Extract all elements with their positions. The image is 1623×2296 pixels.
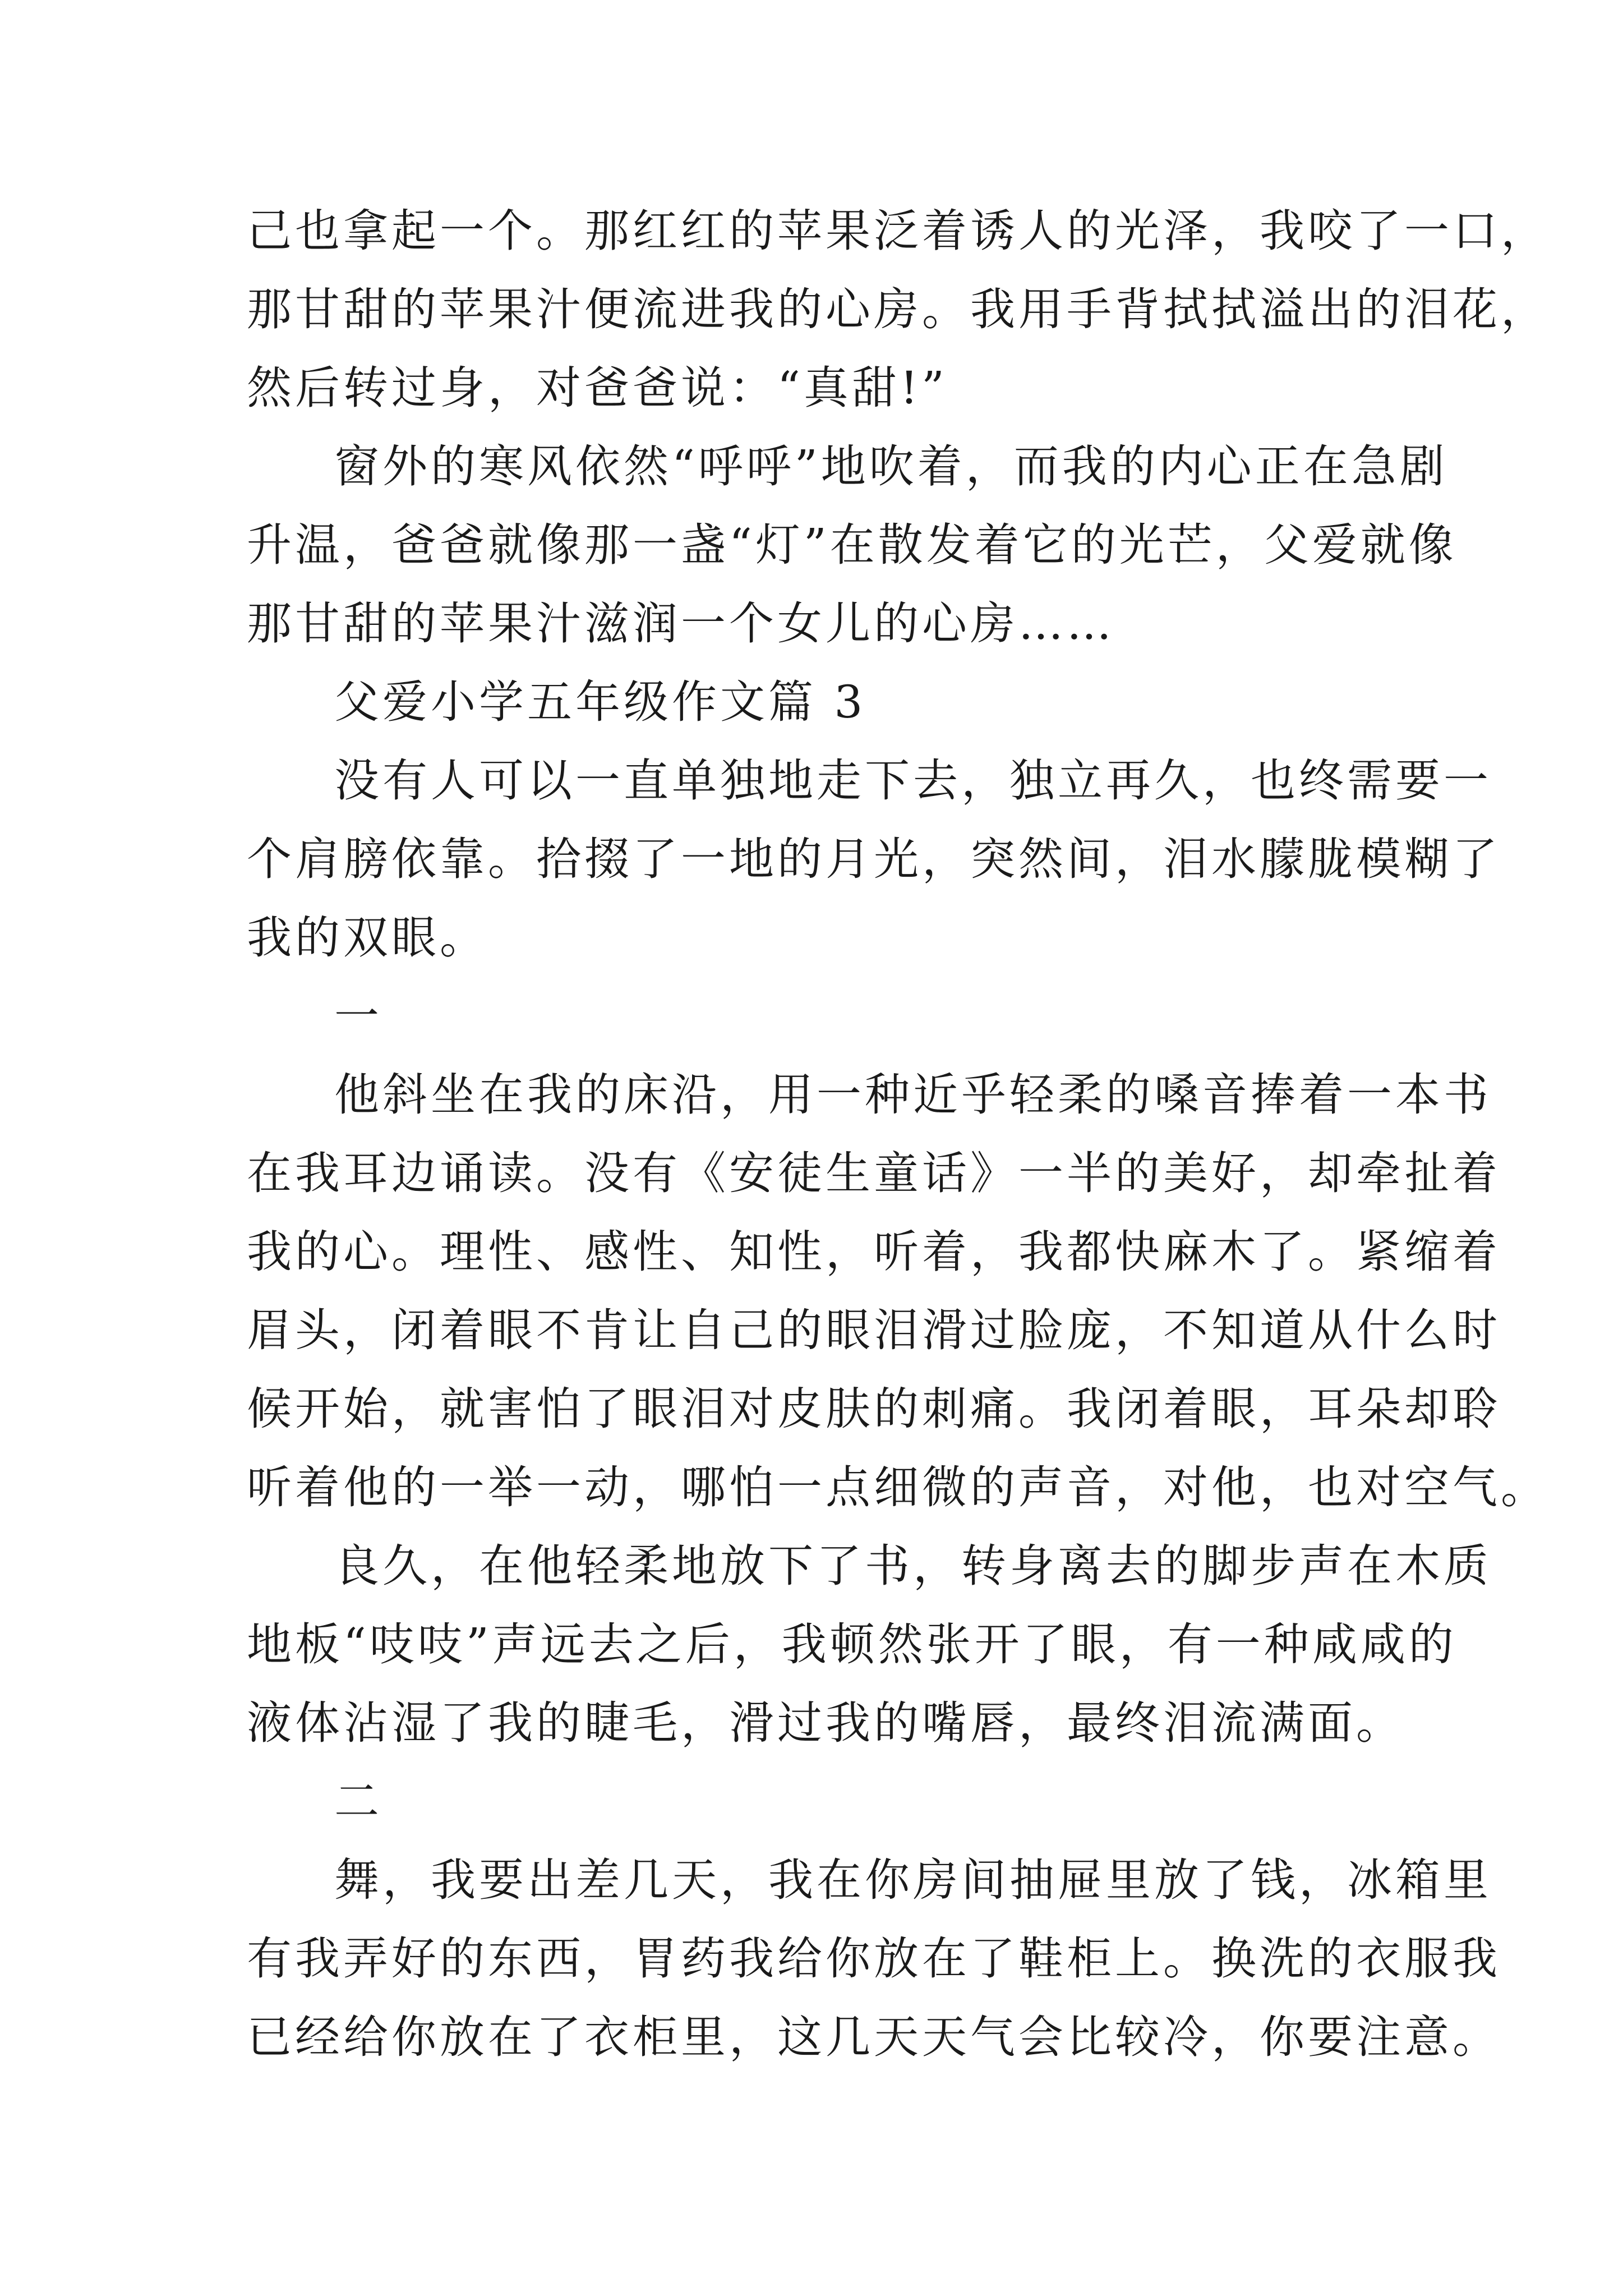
section-number: 二 <box>334 1775 382 1828</box>
text-line: 有我弄好的东西，胃药我给你放在了鞋柜上。换洗的衣服我 <box>247 1932 1501 1985</box>
text-line: 那甘甜的苹果汁滋润一个女儿的心房…… <box>247 597 1115 650</box>
text-line: 候开始，就害怕了眼泪对皮肤的刺痛。我闭着眼，耳朵却聆 <box>247 1383 1501 1435</box>
text-line: 舞，我要出差几天，我在你房间抽屉里放了钱，冰箱里 <box>334 1854 1492 1906</box>
text-line: 那甘甜的苹果汁便流进我的心房。我用手背拭拭溢出的泪花， <box>247 283 1549 335</box>
text-line: 我的心。理性、感性、知性，听着，我都快麻木了。紧缩着 <box>247 1226 1501 1278</box>
section-number: 一 <box>334 990 382 1042</box>
text-line: 没有人可以一直单独地走下去，独立再久，也终需要一 <box>334 754 1492 807</box>
text-line: 在我耳边诵读。没有《安徒生童话》一半的美好，却牵扯着 <box>247 1147 1501 1199</box>
text-line: 个肩膀依靠。拾掇了一地的月光，突然间，泪水朦胧模糊了 <box>247 833 1501 885</box>
section-heading: 父爱小学五年级作文篇 3 <box>334 676 866 728</box>
text-line: 已经给你放在了衣柜里，这几天天气会比较冷，你要注意。 <box>247 2011 1501 2063</box>
text-line: 地板“吱吱”声远去之后，我顿然张开了眼，有一种咸咸的 <box>247 1618 1457 1671</box>
text-line: 我的双眼。 <box>247 912 488 964</box>
text-line: 听着他的一举一动，哪怕一点细微的声音，对他，也对空气。 <box>247 1461 1549 1513</box>
text-line: 升温，爸爸就像那一盏“灯”在散发着它的光芒，父爱就像 <box>247 519 1457 571</box>
text-line: 窗外的寒风依然“呼呼”地吹着，而我的内心正在急剧 <box>334 440 1448 493</box>
text-line: 液体沾湿了我的睫毛，滑过我的嘴唇，最终泪流满面。 <box>247 1697 1404 1749</box>
text-line: 然后转过身，对爸爸说：“真甜!” <box>247 362 948 414</box>
text-line: 己也拿起一个。那红红的苹果泛着诱人的光泽，我咬了一口， <box>247 205 1549 257</box>
text-line: 他斜坐在我的床沿，用一种近乎轻柔的嗓音捧着一本书 <box>334 1069 1492 1121</box>
text-line: 良久，在他轻柔地放下了书，转身离去的脚步声在木质 <box>334 1540 1492 1592</box>
text-line: 眉头，闭着眼不肯让自己的眼泪滑过脸庞，不知道从什么时 <box>247 1304 1501 1356</box>
